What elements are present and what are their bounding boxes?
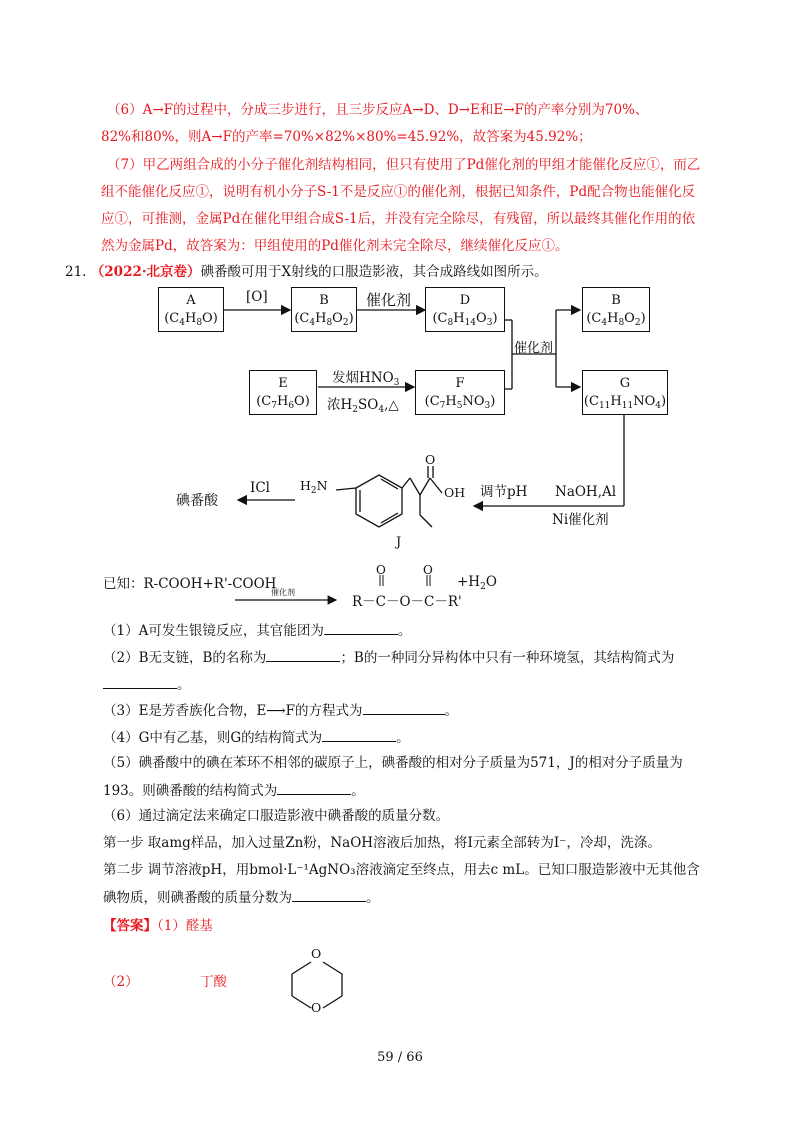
answer-2-name: 丁酸 xyxy=(200,974,227,990)
known-catalyst: 催化剂 xyxy=(271,588,295,597)
compound-j-nh2: $H_2N$ xyxy=(300,478,328,496)
answer-blank-2a xyxy=(266,647,340,662)
arrow-ab-label: [O] xyxy=(246,289,268,305)
compound-b-name: B xyxy=(319,293,329,308)
question-6-step2-line1: 第二步 调节溶液pH，用bmol·L⁻¹AgNO₃溶液滴定至终点，用去c mL。已知口服造影液中无其他含 xyxy=(103,862,700,878)
compound-f-name: F xyxy=(455,376,465,391)
question-source: （2022·北京卷） xyxy=(90,264,201,280)
answer-blank-1 xyxy=(324,620,398,635)
answer-1: （1）醛基 xyxy=(157,918,213,934)
compound-j-oh: OH xyxy=(444,485,466,500)
question-5-end: 。 xyxy=(351,783,365,799)
compound-b-product-name: B xyxy=(611,293,621,308)
arrow-ph-label: 调节pH xyxy=(480,484,528,500)
question-6-step1: 第一步 取amg样品，加入过量Zn粉，NaOH溶液后加热，将I元素全部转为I⁻，冷却，洗涤。 xyxy=(103,835,661,851)
page-number: 59 / 66 xyxy=(377,1050,423,1065)
compound-b-product-formula: $(C_4H_8O_2)$ xyxy=(586,311,646,328)
prev-answer-7-line4: 然为金属Pd，故答案为：甲组使用的Pd催化剂未完全除尽，继续催化反应①。 xyxy=(101,238,569,254)
answer-blank-5 xyxy=(277,780,351,795)
arrow-gj-bottom-label: Ni催化剂 xyxy=(552,512,609,528)
answer-tag: 【答案】 xyxy=(103,918,157,934)
known-o2: O xyxy=(423,563,433,577)
question-2-text: （2）B无支链，B的名称为 xyxy=(103,650,267,666)
compound-e-formula: $(C_7H_6O)$ xyxy=(256,394,310,411)
question-5-line1: （5）碘番酸中的碘在苯环不相邻的碳原子上，碘番酸的相对分子质量为571，J的相对分子质量为 xyxy=(103,755,683,771)
arrow-icl-label: ICl xyxy=(250,480,270,496)
compound-d-name: D xyxy=(459,293,471,308)
question-6-step2-text: 碘物质，则碘番酸的质量分数为 xyxy=(103,890,292,906)
question-2-mid: ；B的一种同分异构体中只有一种环境氢，其结构简式为 xyxy=(340,650,675,666)
question-2 xyxy=(103,647,674,668)
arrow-ef-bottom-label: 浓$H_2SO_4,\triangle$ xyxy=(327,397,399,415)
question-4-end: 。 xyxy=(396,730,410,746)
compound-a-formula: $(C_4H_8O)$ xyxy=(164,311,218,328)
question-6-step2-line2 xyxy=(103,887,380,908)
question-2-cont xyxy=(103,674,191,695)
dioxane-o-top: O xyxy=(311,946,322,961)
answer-blank-2b xyxy=(103,674,177,689)
question-1-text: （1）A可发生银镜反应，其官能团为 xyxy=(103,623,324,639)
compound-b-box xyxy=(291,287,357,332)
question-1 xyxy=(103,620,411,641)
compound-d-box xyxy=(425,287,505,332)
compound-b-formula: $(C_4H_8O_2)$ xyxy=(294,311,354,328)
compound-j-o: O xyxy=(425,452,436,467)
answer-blank-4 xyxy=(322,727,396,742)
known-product: R－C－O－C－R' xyxy=(352,594,462,610)
question-3-end: 。 xyxy=(444,703,459,719)
compound-e-box xyxy=(249,370,317,415)
prev-answer-6-line1: （6）A→F的过程中，分成三步进行，且三步反应A→D、D→E和E→F的产率分别为70%、 xyxy=(107,102,649,118)
question-2-end: 。 xyxy=(177,677,191,693)
answer-2-number: （2） xyxy=(103,974,139,990)
compound-g-box xyxy=(582,370,668,415)
compound-g-name: G xyxy=(619,376,631,391)
compound-a-name: A xyxy=(186,293,196,308)
question-4 xyxy=(103,727,410,748)
compound-f-formula: $(C_7H_5NO_3)$ xyxy=(424,394,496,411)
arrow-dg-label: 催化剂 xyxy=(514,341,554,356)
question-6: （6）通过滴定法来确定口服造影液中碘番酸的质量分数。 xyxy=(103,808,450,824)
compound-j-label: J xyxy=(396,535,402,550)
prev-answer-7-line1: （7）甲乙两组合成的小分子催化剂结构相同，但只有使用了Pd催化剂的甲组才能催化反应①，而乙 xyxy=(107,157,701,173)
known-reaction-prefix: 已知：R-COOH+R'-COOH xyxy=(103,576,277,592)
prev-answer-6-line2: 82%和80%，则A→F的产率=70%×82%×80%=45.92%，故答案为45.92%； xyxy=(101,129,592,145)
known-water: $+H_2O$ xyxy=(457,574,497,592)
product-name: 碘番酸 xyxy=(176,493,218,509)
answer-blank-6 xyxy=(292,887,366,902)
question-text: 碘番酸可用于X射线的口服造影液，其合成路线如图所示。 xyxy=(200,264,548,280)
question-3 xyxy=(103,700,458,721)
dioxane-o-bottom: O xyxy=(311,1000,322,1015)
compound-j-structure xyxy=(336,466,442,527)
compound-d-formula: $(C_8H_{14}O_3)$ xyxy=(432,311,498,328)
prev-answer-7-line3: 应①，可推测，金属Pd在催化甲组合成S-1后，并没有完全除尽，有残留，所以最终其催化作用的依 xyxy=(101,211,696,227)
compound-f-box xyxy=(415,370,505,415)
compound-b-product-box xyxy=(582,287,650,332)
arrow-ef-top-label: 发烟$HNO_3$ xyxy=(332,370,400,388)
question-1-end: 。 xyxy=(397,623,412,639)
answer-line-1 xyxy=(103,916,213,936)
prev-answer-7-line2: 组不能催化反应①，说明有机小分子S-1不是反应①的催化剂，根据已知条件，Pd配合物也能催化反 xyxy=(101,184,696,200)
known-o1: O xyxy=(376,563,386,577)
arrow-bd-label: 催化剂 xyxy=(366,291,412,309)
question-3-text: （3）E是芳香族化合物，E⟶F的方程式为 xyxy=(103,703,363,719)
compound-g-formula: $(C_{11}H_{11}NO_4)$ xyxy=(583,394,667,411)
question-number: 21. xyxy=(65,264,87,280)
question-6-step2-end: 。 xyxy=(366,890,380,906)
question-4-text: （4）G中有乙基，则G的结构简式为 xyxy=(103,730,323,746)
question-5-text: 193。则碘番酸的结构简式为 xyxy=(103,783,278,799)
question-5-line2 xyxy=(103,780,365,801)
answer-blank-3 xyxy=(363,700,445,715)
arrow-gj-top-label: NaOH,Al xyxy=(555,484,617,500)
compound-e-name: E xyxy=(278,376,288,391)
compound-a-box xyxy=(158,287,224,332)
